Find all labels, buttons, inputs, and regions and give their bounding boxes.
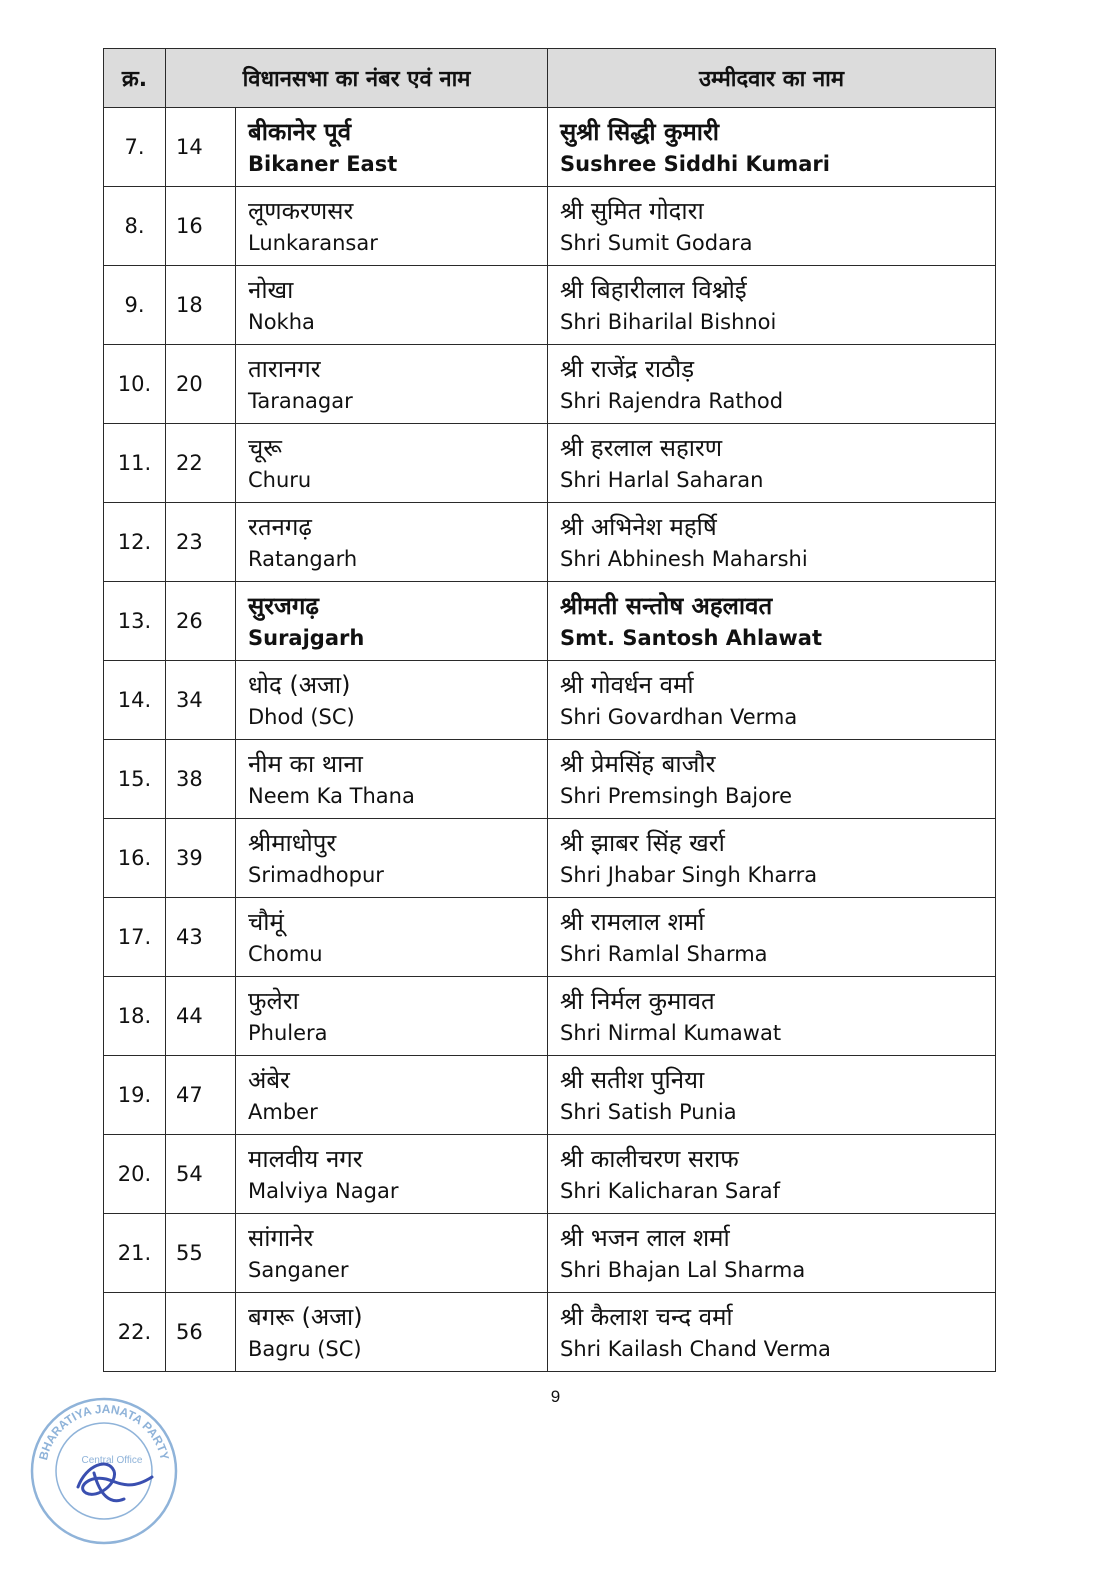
candidate-name-cell: [548, 345, 996, 424]
constituency-name-cell: [236, 740, 548, 819]
constituency-number-cell: 23: [166, 503, 236, 582]
candidate-name-english: Shri Ramlal Sharma: [560, 942, 768, 966]
constituency-name-hindi: नोखा: [248, 276, 294, 304]
candidate-name-hindi: श्री सुमित गोदारा: [560, 197, 704, 225]
serial-cell: 12.: [104, 503, 166, 582]
constituency-name-cell: [236, 1056, 548, 1135]
table-row: [104, 661, 996, 740]
constituency-name-cell: [236, 977, 548, 1056]
constituency-name-hindi: लूणकरणसर: [248, 197, 354, 225]
candidate-name-cell: [548, 1056, 996, 1135]
serial-cell: 7.: [104, 108, 166, 187]
candidate-name-english: Shri Kailash Chand Verma: [560, 1337, 831, 1361]
constituency-name-hindi: तारानगर: [248, 355, 321, 383]
candidate-name-cell: [548, 503, 996, 582]
candidate-name-cell: [548, 187, 996, 266]
header-constituency: विधानसभा का नंबर एवं नाम: [166, 49, 548, 108]
constituency-name-hindi: चौमूं: [248, 908, 284, 936]
constituency-name-hindi: फुलेरा: [248, 987, 299, 1015]
constituency-name-hindi: बीकानेर पूर्व: [248, 118, 352, 146]
constituency-name-cell: [236, 424, 548, 503]
serial-cell: 20.: [104, 1135, 166, 1214]
constituency-name-cell: [236, 582, 548, 661]
candidate-name-cell: [548, 266, 996, 345]
candidate-name-cell: [548, 661, 996, 740]
serial-cell: 19.: [104, 1056, 166, 1135]
candidate-table: [103, 48, 996, 1372]
constituency-name-english: Chomu: [248, 942, 323, 966]
table-row: [104, 424, 996, 503]
constituency-name-hindi: सुरजगढ़: [248, 592, 319, 620]
serial-cell: 21.: [104, 1214, 166, 1293]
constituency-name-cell: [236, 1135, 548, 1214]
constituency-name-hindi: सांगानेर: [248, 1224, 314, 1252]
candidate-name-hindi: श्रीमती सन्तोष अहलावत: [560, 592, 773, 620]
table-row: [104, 503, 996, 582]
serial-cell: 22.: [104, 1293, 166, 1372]
party-seal: [28, 1395, 180, 1547]
constituency-name-cell: [236, 503, 548, 582]
constituency-number-cell: 44: [166, 977, 236, 1056]
constituency-name-cell: [236, 187, 548, 266]
constituency-name-hindi: मालवीय नगर: [248, 1145, 363, 1173]
signature-mark: [78, 1464, 152, 1501]
candidate-name-english: Shri Biharilal Bishnoi: [560, 310, 777, 334]
candidate-name-cell: [548, 424, 996, 503]
constituency-name-cell: [236, 1214, 548, 1293]
candidate-name-hindi: श्री निर्मल कुमावत: [560, 987, 715, 1015]
candidate-name-english: Shri Nirmal Kumawat: [560, 1021, 782, 1045]
candidate-name-cell: [548, 819, 996, 898]
candidate-name-english: Shri Sumit Godara: [560, 231, 753, 255]
constituency-number-cell: 22: [166, 424, 236, 503]
candidate-name-english: Shri Harlal Saharan: [560, 468, 764, 492]
candidate-name-hindi: श्री गोवर्धन वर्मा: [560, 671, 694, 699]
constituency-name-english: Phulera: [248, 1021, 328, 1045]
constituency-name-hindi: अंबेर: [248, 1066, 290, 1094]
candidate-name-cell: [548, 1293, 996, 1372]
serial-cell: 18.: [104, 977, 166, 1056]
constituency-name-english: Churu: [248, 468, 312, 492]
table-row: [104, 819, 996, 898]
constituency-number-cell: 39: [166, 819, 236, 898]
table-row: [104, 1214, 996, 1293]
table-row: [104, 1293, 996, 1372]
serial-cell: 15.: [104, 740, 166, 819]
candidate-name-cell: [548, 977, 996, 1056]
constituency-number-cell: 47: [166, 1056, 236, 1135]
constituency-number-cell: 26: [166, 582, 236, 661]
serial-cell: 16.: [104, 819, 166, 898]
constituency-name-english: Nokha: [248, 310, 315, 334]
table-header-row: [104, 49, 996, 108]
seal-outer-ring: [32, 1399, 176, 1543]
constituency-name-english: Ratangarh: [248, 547, 358, 571]
constituency-name-hindi: चूरू: [248, 434, 282, 462]
table-row: [104, 898, 996, 977]
table-row: [104, 740, 996, 819]
candidate-name-hindi: श्री अभिनेश महर्षि: [560, 513, 717, 541]
constituency-name-cell: [236, 661, 548, 740]
constituency-number-cell: 55: [166, 1214, 236, 1293]
constituency-name-english: Bikaner East: [248, 152, 398, 176]
candidate-name-english: Shri Govardhan Verma: [560, 705, 798, 729]
constituency-name-cell: [236, 819, 548, 898]
page-number: 9: [550, 1387, 561, 1406]
serial-cell: 10.: [104, 345, 166, 424]
constituency-number-cell: 20: [166, 345, 236, 424]
header-serial: क्र.: [104, 49, 166, 108]
constituency-name-english: Bagru (SC): [248, 1337, 362, 1361]
candidate-name-cell: [548, 108, 996, 187]
constituency-name-cell: [236, 345, 548, 424]
seal-inner-ring: [56, 1423, 152, 1519]
candidate-name-english: Shri Satish Punia: [560, 1100, 737, 1124]
candidate-name-english: Shri Premsingh Bajore: [560, 784, 793, 808]
table-row: [104, 977, 996, 1056]
candidate-name-hindi: श्री हरलाल सहारण: [560, 434, 723, 462]
constituency-name-english: Dhod (SC): [248, 705, 355, 729]
table-row: [104, 108, 996, 187]
candidate-name-english: Sushree Siddhi Kumari: [560, 152, 830, 176]
candidate-name-hindi: श्री भजन लाल शर्मा: [560, 1224, 730, 1252]
constituency-number-cell: 38: [166, 740, 236, 819]
candidate-name-english: Shri Jhabar Singh Kharra: [560, 863, 818, 887]
serial-cell: 13.: [104, 582, 166, 661]
constituency-name-english: Amber: [248, 1100, 318, 1124]
table-row: [104, 1135, 996, 1214]
candidate-name-hindi: श्री झाबर सिंह खर्रा: [560, 829, 725, 857]
candidate-name-english: Shri Rajendra Rathod: [560, 389, 784, 413]
constituency-number-cell: 34: [166, 661, 236, 740]
constituency-number-cell: 54: [166, 1135, 236, 1214]
serial-cell: 17.: [104, 898, 166, 977]
candidate-name-cell: [548, 1135, 996, 1214]
table-row: [104, 187, 996, 266]
constituency-name-cell: [236, 1293, 548, 1372]
serial-cell: 14.: [104, 661, 166, 740]
constituency-name-cell: [236, 898, 548, 977]
constituency-name-english: Lunkaransar: [248, 231, 378, 255]
constituency-number-cell: 16: [166, 187, 236, 266]
constituency-name-cell: [236, 266, 548, 345]
candidate-name-english: Shri Abhinesh Maharshi: [560, 547, 808, 571]
candidate-name-hindi: श्री सतीश पुनिया: [560, 1066, 705, 1094]
table-row: [104, 266, 996, 345]
candidate-name-hindi: श्री कालीचरण सराफ: [560, 1145, 739, 1173]
serial-cell: 8.: [104, 187, 166, 266]
candidate-name-hindi: श्री प्रेमसिंह बाजौर: [560, 750, 716, 778]
candidate-name-hindi: श्री कैलाश चन्द वर्मा: [560, 1303, 733, 1331]
constituency-name-english: Malviya Nagar: [248, 1179, 399, 1203]
constituency-name-english: Surajgarh: [248, 626, 365, 650]
serial-cell: 9.: [104, 266, 166, 345]
candidate-name-hindi: श्री राजेंद्र राठौड़: [560, 355, 695, 383]
table-row: [104, 582, 996, 661]
candidate-name-english: Smt. Santosh Ahlawat: [560, 626, 822, 650]
serial-cell: 11.: [104, 424, 166, 503]
table-row: [104, 345, 996, 424]
candidate-name-english: Shri Bhajan Lal Sharma: [560, 1258, 806, 1282]
constituency-name-hindi: रतनगढ़: [248, 513, 312, 541]
constituency-name-english: Taranagar: [248, 389, 353, 413]
candidate-name-cell: [548, 898, 996, 977]
table-row: [104, 1056, 996, 1135]
seal-center-text: Central Office: [81, 1455, 143, 1466]
header-candidate: उम्मीदवार का नाम: [548, 49, 996, 108]
constituency-number-cell: 56: [166, 1293, 236, 1372]
candidate-name-english: Shri Kalicharan Saraf: [560, 1179, 781, 1203]
candidate-name-hindi: सुश्री सिद्धी कुमारी: [560, 118, 720, 146]
candidate-name-cell: [548, 582, 996, 661]
constituency-name-english: Neem Ka Thana: [248, 784, 415, 808]
constituency-name-english: Sanganer: [248, 1258, 349, 1282]
constituency-number-cell: 14: [166, 108, 236, 187]
candidate-name-cell: [548, 1214, 996, 1293]
constituency-name-cell: [236, 108, 548, 187]
constituency-name-english: Srimadhopur: [248, 863, 384, 887]
candidate-name-hindi: श्री रामलाल शर्मा: [560, 908, 705, 936]
constituency-number-cell: 43: [166, 898, 236, 977]
seal-ring-text: BHARATIYA JANATA PARTY: [36, 1401, 172, 1462]
constituency-name-hindi: नीम का थाना: [248, 750, 363, 778]
candidate-name-cell: [548, 740, 996, 819]
constituency-name-hindi: धोद (अजा): [248, 671, 351, 699]
constituency-number-cell: 18: [166, 266, 236, 345]
candidate-name-hindi: श्री बिहारीलाल विश्नोई: [560, 276, 747, 304]
constituency-name-hindi: बगरू (अजा): [248, 1303, 363, 1331]
constituency-name-hindi: श्रीमाधोपुर: [248, 829, 337, 857]
